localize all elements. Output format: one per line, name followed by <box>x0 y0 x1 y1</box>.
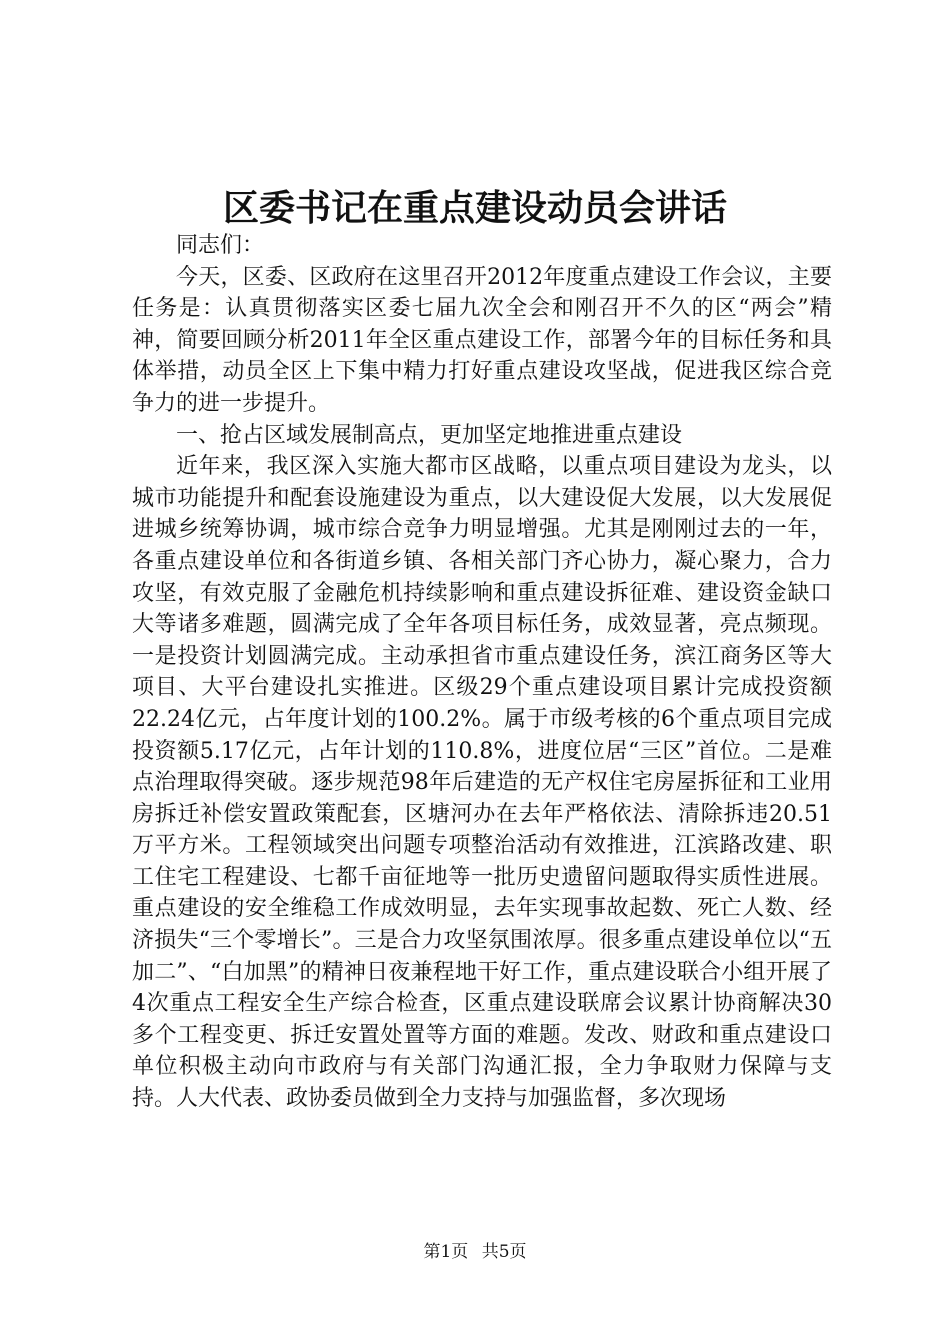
paragraph-review: 近年来，我区深入实施大都市区战略，以重点项目建设为龙头，以城市功能提升和配套设施建设为重点，以大建设促大发展，以大发展促进城乡统筹协调，城市综合竞争力明显增强。尤其是刚刚过去的一年，各重点建设单位和各街道乡镇、各相关部门齐心协力，凝心聚力，合力攻坚，有效克服了金融危机持续影响和重点建设拆征难、建设资金缺口大等诸多难题，圆满完成了全年各项目标任务，成效显著，亮点频现。一是投资计划圆满完成。主动承担省市重点建设任务，滨江商务区等大项目、大平台建设扎实推进。区级29个重点建设项目累计完成投资额22.24亿元，占年度计划的100.2%。属于市级考核的6个重点项目完成投资额5.17亿元，占年计划的110.8%，进度位居“三区”首位。二是难点治理取得突破。逐步规范98年后建造的无产权住宅房屋拆征和工业用房拆迁补偿安置政策配套，区塘河办在去年严格依法、清除拆违20.51万平方米。工程领域突出问题专项整治活动有效推进，江滨路改建、职工住宅工程建设、七都千亩征地等一批历史遗留问题取得实质性进展。重点建设的安全维稳工作成效明显，去年实现事故起数、死亡人数、经济损失“三个零增长”。三是合力攻坚氛围浓厚。很多重点建设单位以“五加二”、“白加黑”的精神日夜兼程地干好工作，重点建设联合小组开展了4次重点工程安全生产综合检查，区重点建设联席会议累计协商解决30多个工程变更、拆迁安置处置等方面的难题。发改、财政和重点建设口单位积极主动向市政府与有关部门沟通汇报，全力争取财力保障与支持。人大代表、政协委员做到全力支持与加强监督，多次现场 <box>132 454 832 1112</box>
section-heading: 一、抢占区域发展制高点，更加坚定地推进重点建设 <box>176 422 683 448</box>
page-total: 共5页 <box>481 1242 527 1262</box>
page-footer <box>0 1240 950 1264</box>
salutation: 同志们： <box>176 233 265 258</box>
document-body <box>132 230 832 1115</box>
page-number: 第1页 <box>423 1242 469 1262</box>
paragraph-intro: 今天，区委、区政府在这里召开2012年度重点建设工作会议，主要任务是：认真贯彻落实区委七届九次全会和刚召开不久的区“两会”精神，简要回顾分析2011年全区重点建设工作，部署今年的目标任务和具体举措，动员全区上下集中精力打好重点建设攻坚战，促进我区综合竞争力的进一步提升。 <box>132 264 832 416</box>
document-title: 区委书记在重点建设动员会讲话 <box>222 187 727 229</box>
